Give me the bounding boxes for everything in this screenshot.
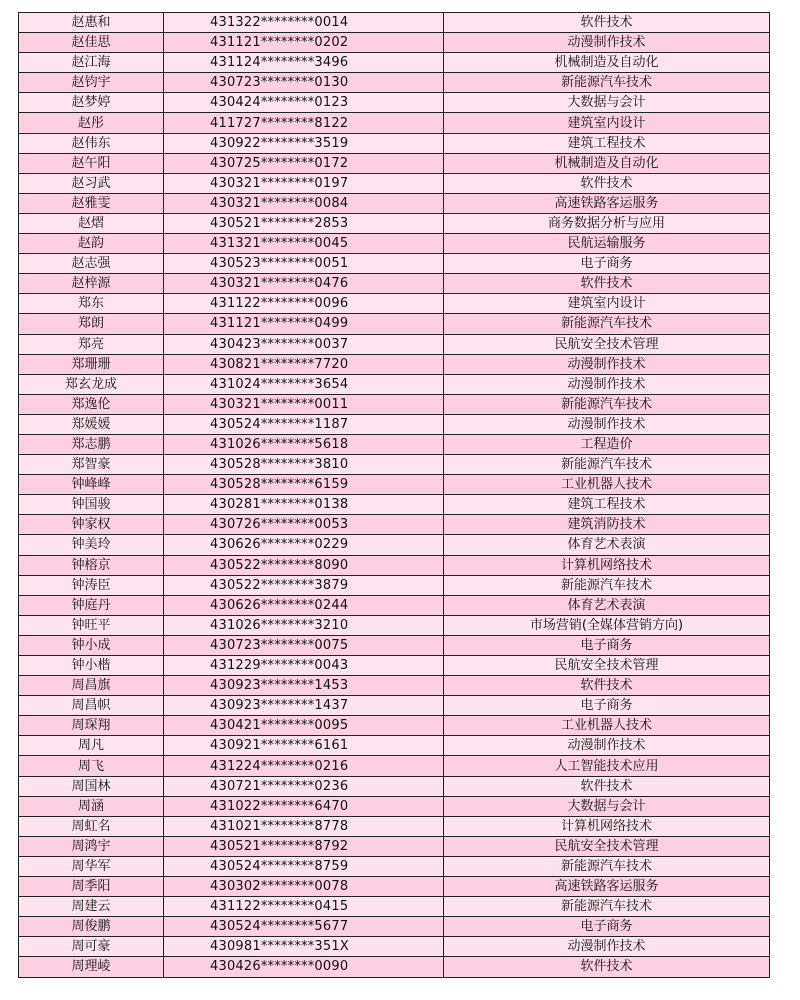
student-name-cell: 郑媛媛 — [19, 414, 164, 434]
table-row — [19, 696, 770, 716]
roster-body — [19, 13, 770, 978]
id-number-cell: 431026********3210 — [164, 615, 444, 635]
table-row — [19, 254, 770, 274]
student-name-cell: 钟榕京 — [19, 555, 164, 575]
student-name-cell: 赵钧宇 — [19, 73, 164, 93]
major-cell: 动漫制作技术 — [444, 354, 770, 374]
major-cell: 体育艺术表演 — [444, 535, 770, 555]
table-row — [19, 133, 770, 153]
table-row — [19, 535, 770, 555]
major-cell: 体育艺术表演 — [444, 595, 770, 615]
student-name-cell: 郑朗 — [19, 314, 164, 334]
id-number-cell: 431022********6470 — [164, 796, 444, 816]
student-name-cell: 赵习武 — [19, 173, 164, 193]
id-number-cell: 431224********0216 — [164, 756, 444, 776]
student-name-cell: 周国林 — [19, 776, 164, 796]
major-cell: 工程造价 — [444, 434, 770, 454]
table-row — [19, 595, 770, 615]
student-name-cell: 周飞 — [19, 756, 164, 776]
student-name-cell: 周昌帜 — [19, 696, 164, 716]
major-cell: 电子商务 — [444, 696, 770, 716]
major-cell: 高速铁路客运服务 — [444, 877, 770, 897]
id-number-cell: 430321********0084 — [164, 193, 444, 213]
id-number-cell: 430524********1187 — [164, 414, 444, 434]
student-name-cell: 郑东 — [19, 294, 164, 314]
table-row — [19, 736, 770, 756]
major-cell: 电子商务 — [444, 635, 770, 655]
id-number-cell: 430524********5677 — [164, 917, 444, 937]
student-name-cell: 周鸿宇 — [19, 836, 164, 856]
major-cell: 动漫制作技术 — [444, 736, 770, 756]
student-name-cell: 钟庭丹 — [19, 595, 164, 615]
id-number-cell: 430723********0130 — [164, 73, 444, 93]
id-number-cell: 430626********0229 — [164, 535, 444, 555]
table-row — [19, 716, 770, 736]
id-number-cell: 431124********3496 — [164, 53, 444, 73]
id-number-cell: 430424********0123 — [164, 93, 444, 113]
table-row — [19, 495, 770, 515]
table-row — [19, 434, 770, 454]
major-cell: 建筑消防技术 — [444, 515, 770, 535]
major-cell: 商务数据分析与应用 — [444, 213, 770, 233]
major-cell: 新能源汽车技术 — [444, 314, 770, 334]
id-number-cell: 430923********1453 — [164, 676, 444, 696]
id-number-cell: 431122********0096 — [164, 294, 444, 314]
table-row — [19, 917, 770, 937]
student-name-cell: 赵熠 — [19, 213, 164, 233]
student-roster-table — [18, 12, 770, 978]
student-name-cell: 周可豪 — [19, 937, 164, 957]
student-name-cell: 周琛翔 — [19, 716, 164, 736]
major-cell: 民航安全技术管理 — [444, 836, 770, 856]
table-row — [19, 314, 770, 334]
major-cell: 工业机器人技术 — [444, 475, 770, 495]
major-cell: 软件技术 — [444, 676, 770, 696]
table-row — [19, 836, 770, 856]
id-number-cell: 430721********0236 — [164, 776, 444, 796]
major-cell: 动漫制作技术 — [444, 937, 770, 957]
id-number-cell: 430321********0011 — [164, 394, 444, 414]
student-name-cell: 周华军 — [19, 856, 164, 876]
id-number-cell: 431021********8778 — [164, 816, 444, 836]
major-cell: 新能源汽车技术 — [444, 73, 770, 93]
major-cell: 计算机网络技术 — [444, 555, 770, 575]
major-cell: 大数据与会计 — [444, 93, 770, 113]
id-number-cell: 431321********0045 — [164, 234, 444, 254]
table-row — [19, 274, 770, 294]
student-name-cell: 郑玄龙成 — [19, 374, 164, 394]
table-row — [19, 937, 770, 957]
id-number-cell: 430726********0053 — [164, 515, 444, 535]
id-number-cell: 430723********0075 — [164, 635, 444, 655]
id-number-cell: 430523********0051 — [164, 254, 444, 274]
student-name-cell: 郑逸伦 — [19, 394, 164, 414]
student-name-cell: 钟国骏 — [19, 495, 164, 515]
student-name-cell: 赵午阳 — [19, 153, 164, 173]
major-cell: 新能源汽车技术 — [444, 394, 770, 414]
id-number-cell: 431121********0499 — [164, 314, 444, 334]
id-number-cell: 430922********3519 — [164, 133, 444, 153]
id-number-cell: 430302********0078 — [164, 877, 444, 897]
student-name-cell: 钟旺平 — [19, 615, 164, 635]
student-name-cell: 周俊鹏 — [19, 917, 164, 937]
id-number-cell: 430725********0172 — [164, 153, 444, 173]
major-cell: 新能源汽车技术 — [444, 856, 770, 876]
student-name-cell: 赵佳思 — [19, 33, 164, 53]
table-row — [19, 635, 770, 655]
student-name-cell: 赵梓源 — [19, 274, 164, 294]
table-row — [19, 555, 770, 575]
table-row — [19, 856, 770, 876]
major-cell: 动漫制作技术 — [444, 33, 770, 53]
major-cell: 软件技术 — [444, 13, 770, 33]
id-number-cell: 430923********1437 — [164, 696, 444, 716]
id-number-cell: 430281********0138 — [164, 495, 444, 515]
major-cell: 软件技术 — [444, 173, 770, 193]
table-row — [19, 193, 770, 213]
student-name-cell: 周建云 — [19, 897, 164, 917]
table-row — [19, 455, 770, 475]
table-row — [19, 334, 770, 354]
id-number-cell: 430528********3810 — [164, 455, 444, 475]
major-cell: 新能源汽车技术 — [444, 897, 770, 917]
major-cell: 建筑室内设计 — [444, 113, 770, 133]
id-number-cell: 430426********0090 — [164, 957, 444, 977]
id-number-cell: 430321********0476 — [164, 274, 444, 294]
major-cell: 大数据与会计 — [444, 796, 770, 816]
major-cell: 新能源汽车技术 — [444, 575, 770, 595]
table-row — [19, 656, 770, 676]
student-name-cell: 周虹名 — [19, 816, 164, 836]
student-name-cell: 赵志强 — [19, 254, 164, 274]
student-name-cell: 钟家权 — [19, 515, 164, 535]
id-number-cell: 430321********0197 — [164, 173, 444, 193]
table-row — [19, 213, 770, 233]
id-number-cell: 431229********0043 — [164, 656, 444, 676]
id-number-cell: 430423********0037 — [164, 334, 444, 354]
table-row — [19, 957, 770, 977]
table-row — [19, 93, 770, 113]
student-name-cell: 郑亮 — [19, 334, 164, 354]
table-row — [19, 515, 770, 535]
major-cell: 人工智能技术应用 — [444, 756, 770, 776]
major-cell: 新能源汽车技术 — [444, 455, 770, 475]
student-name-cell: 周昌旗 — [19, 676, 164, 696]
major-cell: 动漫制作技术 — [444, 374, 770, 394]
table-row — [19, 113, 770, 133]
table-row — [19, 756, 770, 776]
table-row — [19, 173, 770, 193]
major-cell: 市场营销(全媒体营销方向) — [444, 615, 770, 635]
student-name-cell: 赵江海 — [19, 53, 164, 73]
major-cell: 软件技术 — [444, 957, 770, 977]
student-name-cell: 钟小楷 — [19, 656, 164, 676]
major-cell: 软件技术 — [444, 274, 770, 294]
student-name-cell: 赵韵 — [19, 234, 164, 254]
id-number-cell: 430522********8090 — [164, 555, 444, 575]
student-name-cell: 郑志鹏 — [19, 434, 164, 454]
id-number-cell: 430626********0244 — [164, 595, 444, 615]
student-name-cell: 赵伟东 — [19, 133, 164, 153]
student-name-cell: 周季阳 — [19, 877, 164, 897]
student-name-cell: 钟涛臣 — [19, 575, 164, 595]
major-cell: 建筑工程技术 — [444, 133, 770, 153]
major-cell: 建筑室内设计 — [444, 294, 770, 314]
table-row — [19, 153, 770, 173]
major-cell: 高速铁路客运服务 — [444, 193, 770, 213]
table-row — [19, 676, 770, 696]
id-number-cell: 430821********7720 — [164, 354, 444, 374]
student-name-cell: 郑珊珊 — [19, 354, 164, 374]
student-name-cell: 郑智豪 — [19, 455, 164, 475]
table-row — [19, 374, 770, 394]
major-cell: 电子商务 — [444, 917, 770, 937]
id-number-cell: 431024********3654 — [164, 374, 444, 394]
table-row — [19, 33, 770, 53]
major-cell: 民航安全技术管理 — [444, 334, 770, 354]
student-name-cell: 钟峰峰 — [19, 475, 164, 495]
student-name-cell: 周涵 — [19, 796, 164, 816]
table-row — [19, 73, 770, 93]
id-number-cell: 431122********0415 — [164, 897, 444, 917]
table-row — [19, 575, 770, 595]
id-number-cell: 431121********0202 — [164, 33, 444, 53]
id-number-cell: 430521********2853 — [164, 213, 444, 233]
table-row — [19, 816, 770, 836]
table-row — [19, 53, 770, 73]
table-row — [19, 354, 770, 374]
student-name-cell: 周凡 — [19, 736, 164, 756]
table-row — [19, 394, 770, 414]
table-row — [19, 776, 770, 796]
id-number-cell: 430522********3879 — [164, 575, 444, 595]
id-number-cell: 430528********6159 — [164, 475, 444, 495]
table-row — [19, 414, 770, 434]
student-name-cell: 赵雅雯 — [19, 193, 164, 213]
id-number-cell: 430421********0095 — [164, 716, 444, 736]
major-cell: 民航安全技术管理 — [444, 656, 770, 676]
major-cell: 民航运输服务 — [444, 234, 770, 254]
major-cell: 机械制造及自动化 — [444, 153, 770, 173]
major-cell: 建筑工程技术 — [444, 495, 770, 515]
table-row — [19, 877, 770, 897]
table-row — [19, 796, 770, 816]
id-number-cell: 431322********0014 — [164, 13, 444, 33]
table-row — [19, 13, 770, 33]
id-number-cell: 430524********8759 — [164, 856, 444, 876]
student-name-cell: 赵惠和 — [19, 13, 164, 33]
major-cell: 软件技术 — [444, 776, 770, 796]
student-name-cell: 赵彤 — [19, 113, 164, 133]
major-cell: 动漫制作技术 — [444, 414, 770, 434]
id-number-cell: 411727********8122 — [164, 113, 444, 133]
student-name-cell: 赵梦婷 — [19, 93, 164, 113]
student-name-cell: 周理崚 — [19, 957, 164, 977]
id-number-cell: 430521********8792 — [164, 836, 444, 856]
id-number-cell: 430921********6161 — [164, 736, 444, 756]
student-name-cell: 钟美玲 — [19, 535, 164, 555]
table-row — [19, 475, 770, 495]
table-row — [19, 234, 770, 254]
major-cell: 电子商务 — [444, 254, 770, 274]
id-number-cell: 431026********5618 — [164, 434, 444, 454]
id-number-cell: 430981********351X — [164, 937, 444, 957]
major-cell: 工业机器人技术 — [444, 716, 770, 736]
major-cell: 计算机网络技术 — [444, 816, 770, 836]
student-name-cell: 钟小成 — [19, 635, 164, 655]
table-row — [19, 294, 770, 314]
table-row — [19, 615, 770, 635]
major-cell: 机械制造及自动化 — [444, 53, 770, 73]
table-row — [19, 897, 770, 917]
